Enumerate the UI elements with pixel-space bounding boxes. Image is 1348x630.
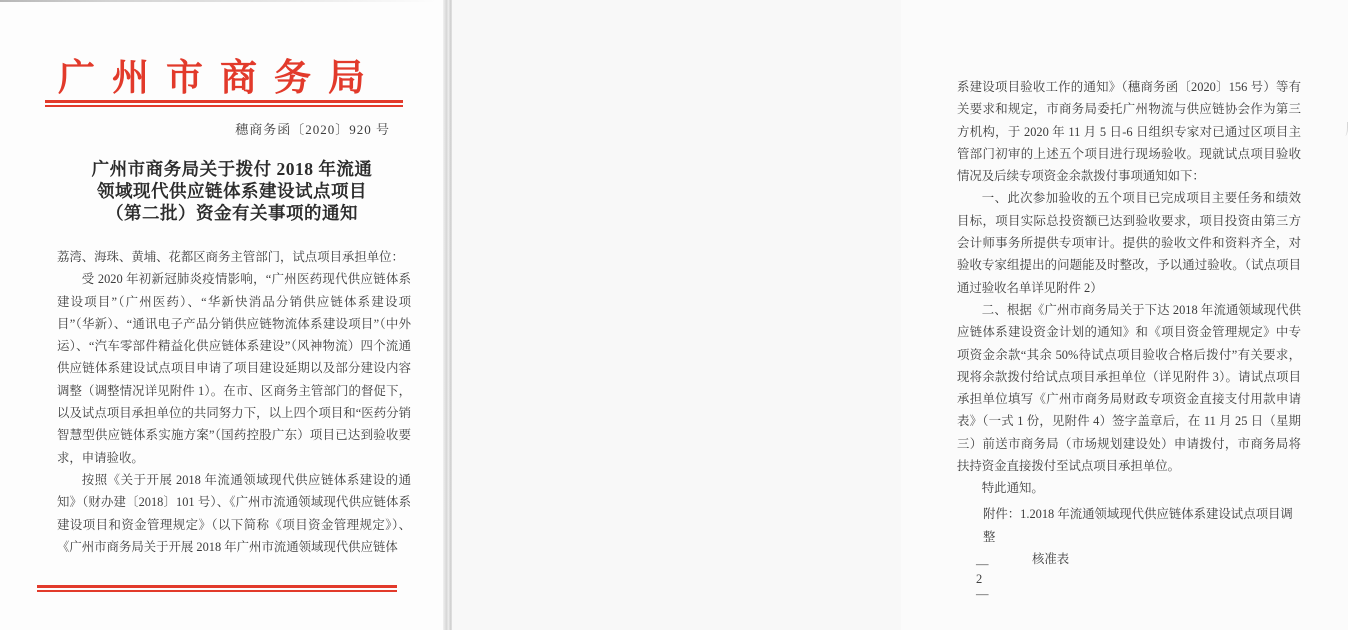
title-line: 领域现代供应链体系建设试点项目 bbox=[97, 181, 367, 201]
attachment-title-continuation: 核准表 bbox=[1032, 552, 1070, 566]
title-line: （第二批）资金有关事项的通知 bbox=[106, 203, 358, 223]
document-title bbox=[56, 158, 408, 224]
salutation: 荔湾、海珠、黄埔、花都区商务主管部门，试点项目承担单位： bbox=[57, 250, 404, 264]
paragraph: 特此通知。 bbox=[981, 481, 1044, 496]
agency-name: 广州市商务局 bbox=[58, 58, 382, 99]
paragraph: 按照《关于开展 2018 年流通领域现代供应链体系建设的通知》（财办建〔2018〕101 号）、《广州市流通领域现代供应链体系建设项目和资金管理规定》（以下简称《项目资金管理规定》）、《广州市商务局关于开展 2018 年广州市流通领域现代供应链体 bbox=[57, 472, 411, 554]
doc-number: 穗商务函〔2020〕920 号 bbox=[235, 122, 390, 137]
page-1 bbox=[0, 0, 446, 630]
attachment-label: 附件： bbox=[983, 507, 1021, 521]
paragraph: 二、根据《广州市商务局关于下达 2018 年流通领域现代供应链体系建设资金计划的通知》和《项目资金管理规定》中专项资金余款“其余 50%待试点项目验收合格后拨付”有关要求，现将余款拨付给试点项目承担单位（详见附件 3）。请试点项目承担单位填写《广州市商务局财政专项资金直接支付用款申请表》（一式 1 份，见附件 4）签字盖章后，在 11 月 25 日（星期三）前送市商务局（市场规划建设处）申请拨付，市商务局将扶持资金直接拨付至试点项目承担单位。 bbox=[957, 302, 1301, 474]
scan-smudge-artifact bbox=[1343, 122, 1348, 136]
attachment-title: 1.2018 年流通领域现代供应链体系建设试点项目调整 bbox=[983, 507, 1293, 544]
page-1-body bbox=[57, 246, 411, 564]
page-2-body bbox=[957, 76, 1301, 504]
header-rule bbox=[45, 100, 403, 107]
attachment-line bbox=[983, 503, 1305, 548]
paragraph: 一、此次参加验收的五个项目已完成项目主要任务和绩效目标，项目实际总投资额已达到验收要求，项目投资由第三方会计师事务所提供专项审计。提供的验收文件和资料齐全，对验收专家组提出的问题能及时整改，予以通过验收。（试点项目通过验收名单详见附件 2） bbox=[957, 191, 1301, 295]
title-line: 广州市商务局关于拨付 2018 年流通 bbox=[91, 159, 373, 179]
page-2 bbox=[452, 0, 1301, 630]
paragraph: 受 2020 年初新冠肺炎疫情影响，“广州医药现代供应链体系建设项目”（广州医药）、“华新快消品分销供应链体系建设项目”（华新）、“通讯电子产品分销供应链物流体系建设项目”（中外运）、“汽车零部件精益化供应链体系建设”（风神物流）四个流通供应链体系建设试点项目申请了项目建设延期以及部分建设内容调整（调整情况详见附件 1）。在市、区商务主管部门的督促下，以及试点项目承担单位的共同努力下，以上四个项目和“医药分销智慧型供应链体系实施方案”（国药控股广东）项目已达到验收要求，申请验收。 bbox=[57, 272, 411, 465]
attachment-note bbox=[983, 503, 1305, 571]
scan-edge-artifact bbox=[0, 0, 436, 2]
footer-rule bbox=[37, 585, 397, 592]
paragraph: 系建设项目验收工作的通知》（穗商务函〔2020〕156 号）等有关要求和规定，市商务局委托广州物流与供应链协会作为第三方机构，于 2020 年 11 月 5 日-6 日组织专家对已通过区项目主管部门初审的上述五个项目进行现场验收。现就试点项目验收情况及后续专项资金余款拨付事项通知如下： bbox=[957, 80, 1301, 184]
page-number: — 2 — bbox=[976, 557, 991, 601]
